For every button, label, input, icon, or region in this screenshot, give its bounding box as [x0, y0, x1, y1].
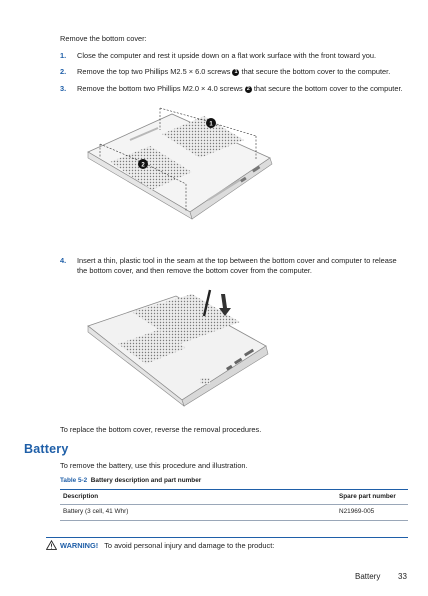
- warning-text: To avoid personal injury and damage to the product:: [104, 541, 275, 550]
- footer-page-number: 33: [398, 572, 407, 581]
- table-cell-description: Battery (3 cell, 41 Whr): [63, 508, 129, 515]
- bottom-cover-removal-illustration: [84, 282, 270, 408]
- table-header-description: Description: [63, 493, 99, 500]
- callout-2-badge: 2: [246, 85, 250, 92]
- battery-intro: To remove the battery, use this procedure and illustration.: [60, 461, 248, 470]
- step-4-number: 4.: [60, 256, 67, 265]
- step-1-text: Close the computer and rest it upside down on a flat work surface with the front toward you.: [77, 51, 377, 60]
- warning-triangle-icon: [46, 540, 57, 550]
- vent-grille-small: [200, 378, 210, 384]
- callout-2-label: 2: [141, 162, 145, 169]
- step-3-number: 3.: [60, 84, 67, 93]
- warning-label: WARNING!: [60, 541, 99, 550]
- table-caption: [60, 477, 201, 484]
- footer-section: Battery: [355, 572, 381, 581]
- callout-1-label: 1: [209, 121, 213, 128]
- step-1-number: 1.: [60, 51, 67, 60]
- table-header-rule: [60, 504, 408, 505]
- callout-1-badge: 1: [234, 68, 238, 75]
- step-3-text-pre: Remove the bottom two Phillips M2.0 × 4.0 screws: [77, 84, 245, 93]
- step-2-text-pre: Remove the top two Phillips M2.5 × 6.0 screws: [77, 67, 233, 76]
- step-4-line-2: the bottom cover, and then remove the bottom cover from the computer.: [77, 266, 312, 275]
- step-3-text: [77, 84, 403, 94]
- step-2-text: [77, 67, 390, 77]
- bottom-cover-screws-illustration: [80, 100, 280, 230]
- warning-line: [60, 541, 274, 551]
- table-bottom-rule: [60, 520, 408, 521]
- section-heading-battery: Battery: [24, 442, 69, 456]
- table-caption-number: Table 5-2: [60, 477, 88, 484]
- intro-text: Remove the bottom cover:: [60, 34, 147, 43]
- warning-top-rule: [46, 537, 408, 538]
- replace-instruction: To replace the bottom cover, reverse the removal procedures.: [60, 425, 262, 434]
- step-4-line-1: Insert a thin, plastic tool in the seam at the top between the bottom cover and computer to release: [77, 256, 397, 265]
- table-caption-title: Battery description and part number: [90, 477, 202, 484]
- step-2-number: 2.: [60, 67, 67, 76]
- table-top-rule: [60, 489, 408, 490]
- step-3-text-post: that secure the bottom cover to the computer.: [251, 84, 403, 93]
- table-header-spare-part: Spare part number: [339, 493, 396, 500]
- table-cell-part-number: N21969-005: [339, 508, 375, 515]
- step-2-text-post: that secure the bottom cover to the computer.: [239, 67, 391, 76]
